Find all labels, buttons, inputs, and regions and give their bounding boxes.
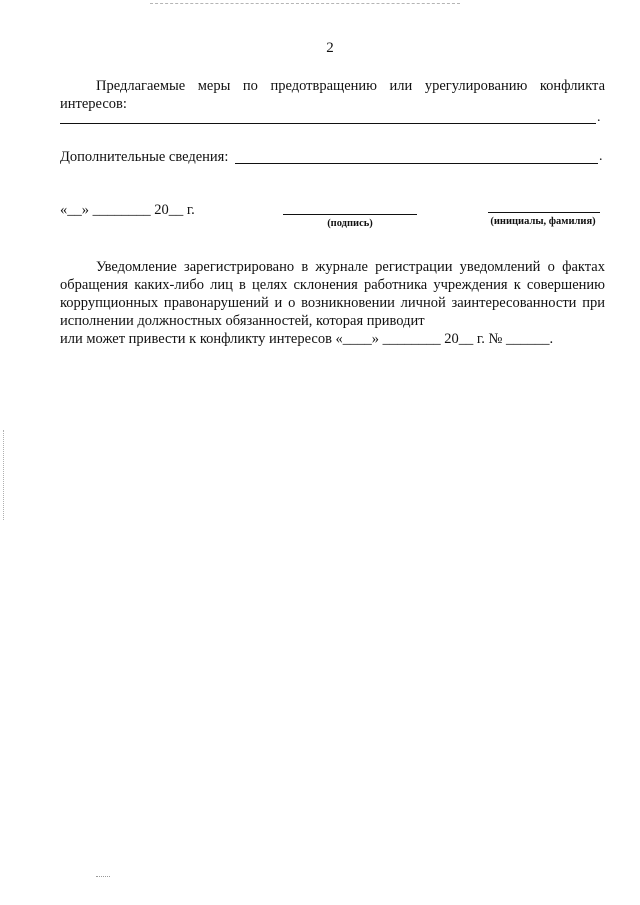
additional-info-label: Дополнительные сведения: <box>60 149 229 165</box>
proposed-measures-paragraph <box>60 77 605 113</box>
registration-last-line: или может привести к конфликту интересов «____» ________ 20__ г. № ______. <box>60 331 554 347</box>
registration-text: Уведомление зарегистрировано в журнале регистрации уведомлений о фактах обращения каких-либо лиц в целях склонения работника учреждения к совершению коррупционных правонарушений и о возникновении личной заинтересованности при исполнении должностных обязанностей, которая приводит <box>60 259 605 329</box>
signature-blank-line[interactable] <box>283 214 417 215</box>
additional-info-blank-line[interactable] <box>235 163 598 164</box>
scan-speck-artifact <box>96 876 110 881</box>
page-number: 2 <box>326 40 334 56</box>
scan-edge-artifact <box>3 430 4 520</box>
proposed-measures-end-mark: . <box>597 110 601 125</box>
proposed-measures-text: Предлагаемые меры по предотвращению или урегулированию конфликта интересов: <box>60 78 605 112</box>
proposed-measures-blank-line[interactable] <box>60 123 596 124</box>
date-field: «__» ________ 20__ г. <box>60 202 195 218</box>
scan-edge-artifact <box>150 3 460 4</box>
additional-info-end-mark: . <box>599 149 603 164</box>
registration-paragraph <box>60 258 605 348</box>
initials-caption: (инициалы, фамилия) <box>490 216 596 227</box>
signature-caption: (подпись) <box>327 218 373 229</box>
initials-blank-line[interactable] <box>488 212 600 213</box>
